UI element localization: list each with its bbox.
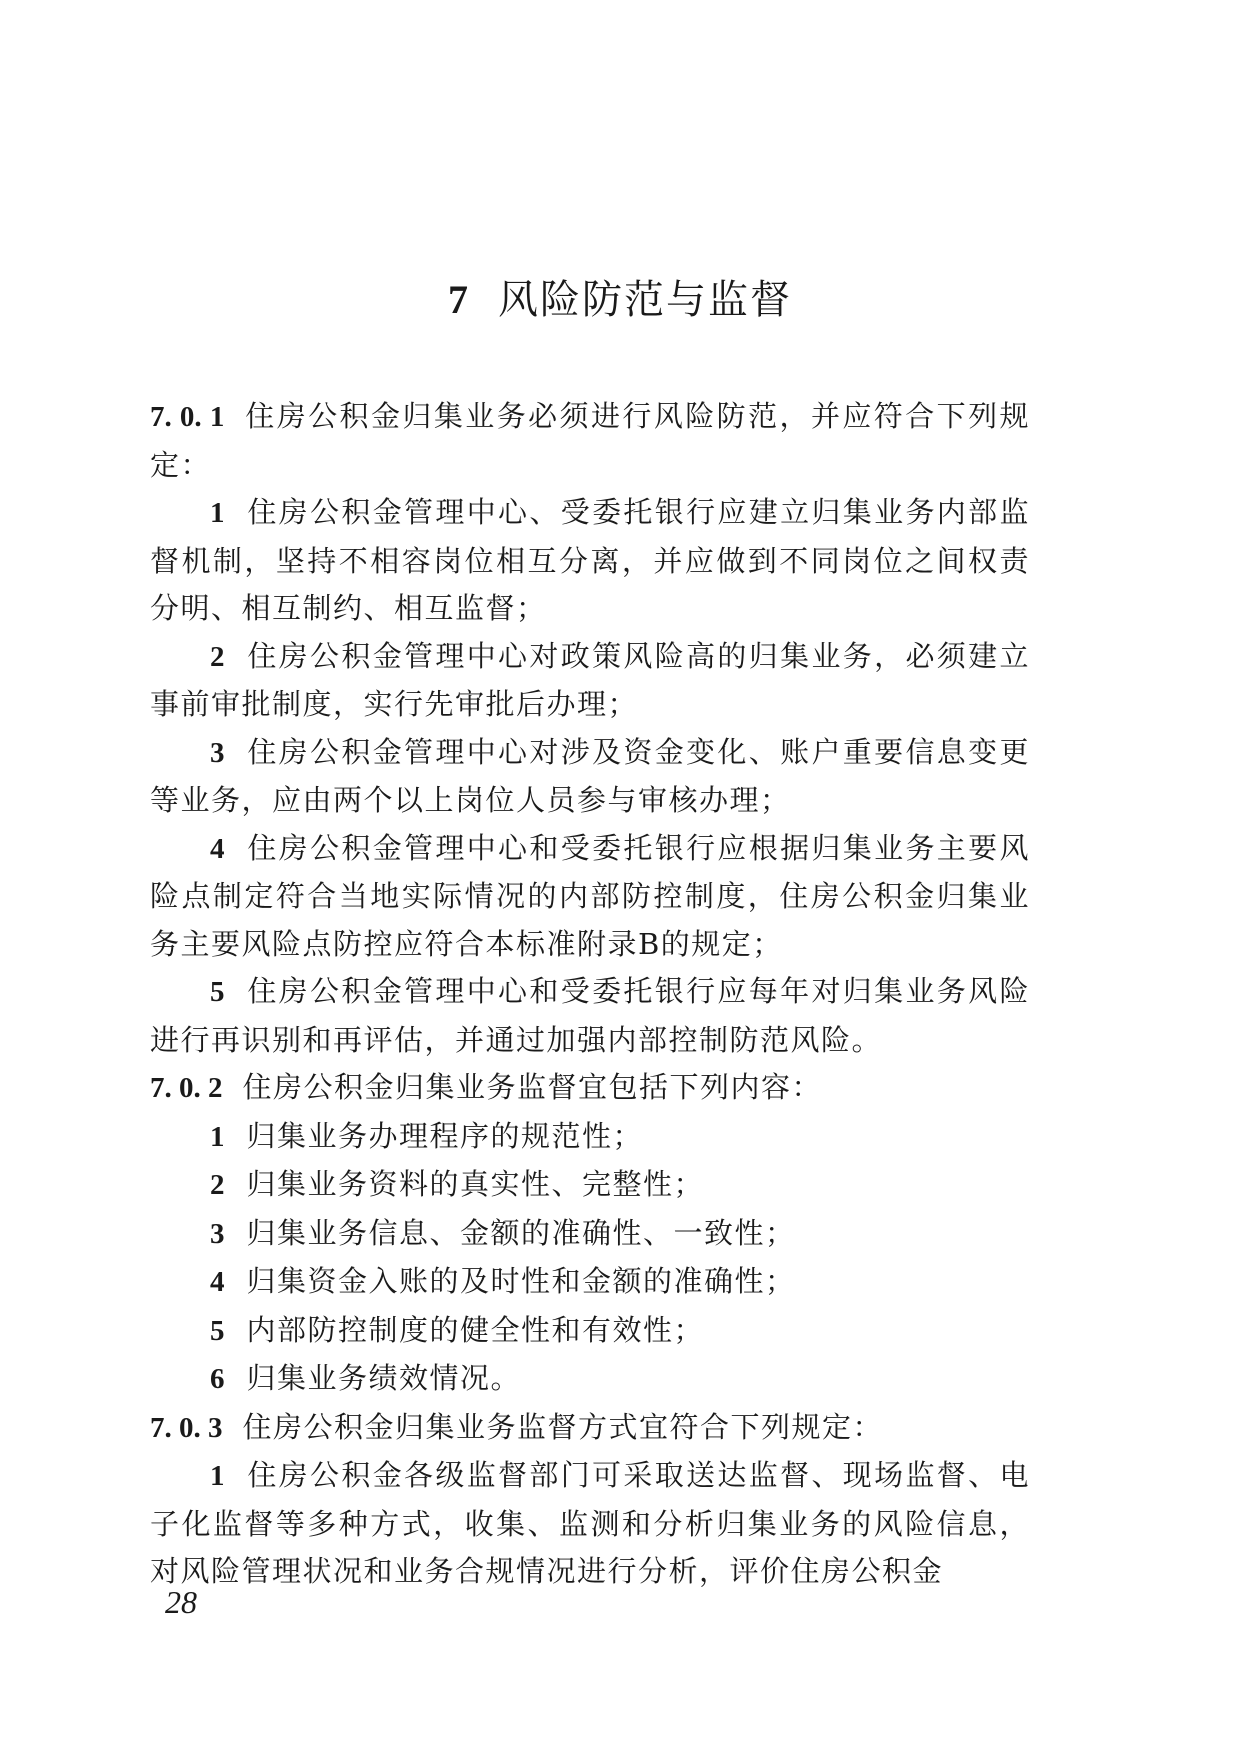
clause-item [150,489,1030,633]
item-number: 5 [210,1314,225,1347]
clause-item [150,633,1030,729]
clause-item [150,1452,1030,1596]
clause-item [150,729,1030,825]
clause-item [150,968,1030,1064]
clause-item [150,1355,1030,1404]
item-number: 2 [210,1169,225,1201]
clause-7-0-3 [150,1404,1030,1453]
clause-text: 住房公积金归集业务必须进行风险防范，并应符合下列规定： [150,399,1030,482]
item-number: 5 [210,976,225,1008]
item-number: 3 [210,1217,225,1250]
item-number: 6 [210,1363,225,1395]
clause-7-0-1 [150,393,1030,489]
item-text: 住房公积金管理中心、受委托银行应建立归集业务内部监督机制，坚持不相容岗位相互分离，并应做到不同岗位之间权责分明、相互制约、相互监督； [150,495,1030,625]
chapter-body [150,393,1030,1596]
item-text: 住房公积金各级监督部门可采取送达监督、现场监督、电子化监督等多种方式，收集、监测和分析归集业务的风险信息，对风险管理状况和业务合规情况进行分析，评价住房公积金 [150,1458,1030,1588]
item-text: 归集业务绩效情况。 [246,1361,522,1395]
item-text: 归集资金入账的及时性和金额的准确性； [246,1264,796,1298]
clause-number: 7. 0. 3 [150,1411,223,1444]
item-text: 归集业务办理程序的规范性； [246,1118,644,1153]
item-number: 1 [210,1460,225,1492]
chapter-number: 7 [448,277,470,322]
item-text: 住房公积金管理中心和受委托银行应根据归集业务主要风险点制定符合当地实际情况的内部防控制度，住房公积金归集业务主要风险点防控应符合本标准附录B的规定； [150,830,1030,961]
clause-item [150,1307,1030,1356]
item-text: 归集业务资料的真实性、完整性； [246,1167,705,1201]
clause-number: 7. 0. 1 [150,401,225,433]
item-text: 内部防控制度的健全性和有效性； [246,1312,705,1347]
clause-item [150,1161,1030,1210]
chapter-title [0,270,1240,330]
page-number: 28 [165,1584,197,1620]
clause-number: 7. 0. 2 [150,1072,223,1104]
clause-item [150,1113,1030,1162]
item-text: 住房公积金管理中心对政策风险高的归集业务，必须建立事前审批制度，实行先审批后办理； [150,638,1030,721]
clause-item [150,1258,1030,1307]
item-number: 1 [210,1120,225,1153]
item-text: 住房公积金管理中心和受委托银行应每年对归集业务风险进行再识别和再评估，并通过加强内部控制防范风险。 [150,974,1030,1057]
clause-text: 住房公积金归集业务监督方式宜符合下列规定： [242,1409,884,1444]
clause-item [150,825,1030,969]
item-text: 归集业务信息、金额的准确性、一致性； [246,1215,796,1250]
item-number: 1 [210,497,225,529]
item-number: 3 [210,736,225,769]
item-text: 住房公积金管理中心对涉及资金变化、账户重要信息变更等业务，应由两个以上岗位人员参与审核办理； [150,734,1030,817]
item-number: 4 [210,1266,225,1298]
item-number: 4 [210,832,225,865]
clause-7-0-2 [150,1064,1030,1113]
clause-text: 住房公积金归集业务监督宜包括下列内容： [242,1070,823,1104]
clause-item [150,1210,1030,1259]
chapter-title-text: 风险防范与监督 [498,277,792,323]
item-number: 2 [210,640,225,673]
